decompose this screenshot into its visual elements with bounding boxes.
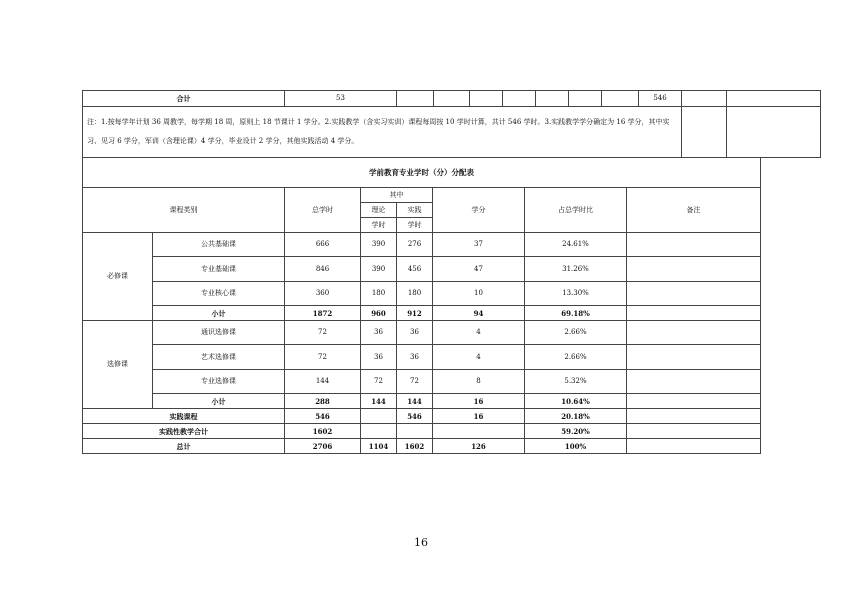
page-number: 16 [414,536,428,549]
header-credits: 学分 [433,188,525,233]
table-row: 专业选修课 144 72 72 8 5.32% [83,370,761,394]
practice-total-row: 实践性教学合计 1602 59.20% [83,424,761,439]
table-row: 必修课 公共基础课 666 390 276 37 24.61% [83,233,761,257]
table-title: 学前教育专业学时（分）分配表 [83,158,761,188]
practice-course-row: 实践课程 546 546 16 20.18% [83,409,761,424]
summary-table [82,90,821,158]
header-total-hours: 总学时 [285,188,361,233]
header-theory: 理论 [361,203,397,218]
table-row: 专业核心课 360 180 180 10 13.30% [83,282,761,306]
header-ratio: 占总学时比 [525,188,627,233]
table-row: 专业基础课 846 390 456 47 31.26% [83,257,761,282]
header-remarks: 备注 [627,188,761,233]
total-credits: 53 [285,91,397,107]
elective-label: 选修课 [83,321,153,409]
total-hours: 546 [639,91,682,107]
required-subtotal-row: 小计 1872 960 912 94 69.18% [83,306,761,321]
required-label: 必修课 [83,233,153,321]
table-row: 艺术选修课 72 36 36 4 2.66% [83,345,761,370]
header-practice: 实践 [397,203,433,218]
grand-total-row: 总计 2706 1104 1602 126 100% [83,439,761,454]
header-category: 课程类别 [83,188,285,233]
hours-distribution-table [82,157,761,454]
table-row: 选修课 通识选修课 72 36 36 4 2.66% [83,321,761,345]
total-label: 合计 [83,91,285,107]
notes: 注：1.按每学年计划 36 周教学，每学期 18 周，原则上 18 节课计 1 学分。2.实践教学（含实习实训）课程每周按 10 学时计算，共计 546 学时。3.实践教学学分确定为 16 学分，其中实习、见习 6 学分，军训（含理论课）4 学分，毕业设计 2 学分，其他实践活动 4 学分。 [83,107,682,158]
header-practice-unit: 学时 [397,218,433,233]
header-theory-unit: 学时 [361,218,397,233]
header-of-which: 其中 [361,188,433,203]
elective-subtotal-row: 小计 288 144 144 16 10.64% [83,394,761,409]
